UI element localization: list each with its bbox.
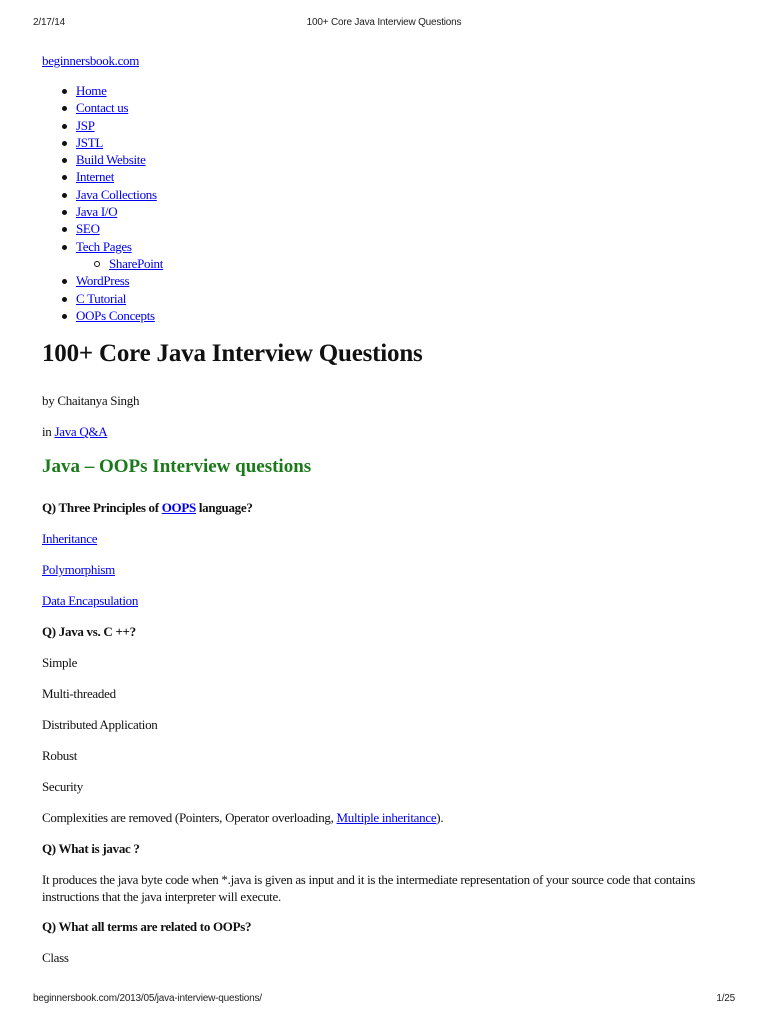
nav-item-wordpress	[42, 272, 732, 289]
nav-link-wordpress[interactable]: WordPress	[76, 273, 130, 289]
oops-link[interactable]: OOPS	[161, 500, 196, 515]
print-page-number: 1/25	[716, 993, 735, 1004]
multiple-inheritance-link[interactable]: Multiple inheritance	[336, 810, 437, 825]
nav-subitem-sharepoint	[42, 255, 732, 272]
nav-item-build-website	[42, 151, 732, 168]
inheritance-link[interactable]: Inheritance	[42, 531, 98, 546]
complexities-prefix: Complexities are removed (Pointers, Operator overloading,	[42, 810, 337, 825]
nav-link-seo[interactable]: SEO	[76, 221, 100, 237]
nav-link-internet[interactable]: Internet	[76, 169, 115, 185]
nav-link-build-website[interactable]: Build Website	[76, 152, 146, 168]
question-2: Q) Java vs. C ++?	[42, 624, 136, 639]
nav-item-c-tutorial	[42, 290, 732, 307]
site-home-link[interactable]: beginnersbook.com	[42, 53, 140, 68]
answer-class: Class	[42, 950, 69, 965]
category-link[interactable]: Java Q&A	[54, 424, 108, 439]
answer-robust: Robust	[42, 748, 78, 763]
page-content	[42, 52, 732, 965]
q1-suffix: language?	[195, 500, 253, 515]
answer-simple: Simple	[42, 655, 78, 670]
nav-link-tech-pages[interactable]: Tech Pages	[76, 238, 132, 254]
nav-link-jsp[interactable]: JSP	[76, 117, 95, 133]
question-4: Q) What all terms are related to OOPs?	[42, 919, 252, 934]
nav-item-java-io	[42, 203, 732, 220]
nav-link-jstl[interactable]: JSTL	[76, 134, 103, 150]
q1-prefix: Q) Three Principles of	[42, 500, 162, 515]
nav-item-java-collections	[42, 186, 732, 203]
category-line	[42, 424, 107, 440]
print-footer-url: beginnersbook.com/2013/05/java-interview-questions/	[33, 993, 262, 1004]
nav-item-jstl	[42, 134, 732, 151]
data-encapsulation-link[interactable]: Data Encapsulation	[42, 593, 139, 608]
nav-item-internet	[42, 168, 732, 185]
nav-link-c-tutorial[interactable]: C Tutorial	[76, 290, 127, 306]
nav-item-tech-pages	[42, 238, 732, 255]
nav-link-contact[interactable]: Contact us	[76, 100, 129, 116]
nav-link-home[interactable]: Home	[76, 83, 107, 98]
print-date: 2/17/14	[33, 17, 65, 28]
answer-javac: It produces the java byte code when *.java is given as input and it is the intermediate representation of your source code that contains instructions that the java interpreter will execute.	[42, 872, 696, 904]
category-prefix: in	[42, 424, 55, 439]
nav-link-java-collections[interactable]: Java Collections	[76, 186, 157, 202]
polymorphism-link[interactable]: Polymorphism	[42, 562, 115, 577]
nav-item-seo	[42, 220, 732, 237]
print-title: 100+ Core Java Interview Questions	[306, 17, 462, 28]
nav-item-contact	[42, 99, 732, 116]
answer-distributed: Distributed Application	[42, 717, 158, 732]
answer-multithreaded: Multi-threaded	[42, 686, 116, 701]
answer-complexities	[42, 810, 443, 826]
question-1	[42, 500, 253, 516]
byline: by Chaitanya Singh	[42, 393, 140, 408]
complexities-suffix: ).	[436, 810, 444, 825]
main-nav	[42, 82, 732, 324]
answer-security: Security	[42, 779, 83, 794]
nav-link-sharepoint[interactable]: SharePoint	[109, 255, 164, 271]
nav-item-home	[42, 82, 732, 99]
article-title: 100+ Core Java Interview Questions	[42, 340, 423, 367]
nav-link-java-io[interactable]: Java I/O	[76, 204, 118, 220]
section-heading: Java – OOPs Interview questions	[42, 456, 312, 477]
question-3: Q) What is javac ?	[42, 841, 140, 856]
nav-item-jsp	[42, 117, 732, 134]
nav-link-oops-concepts[interactable]: OOPs Concepts	[76, 307, 155, 323]
nav-item-oops-concepts	[42, 307, 732, 324]
